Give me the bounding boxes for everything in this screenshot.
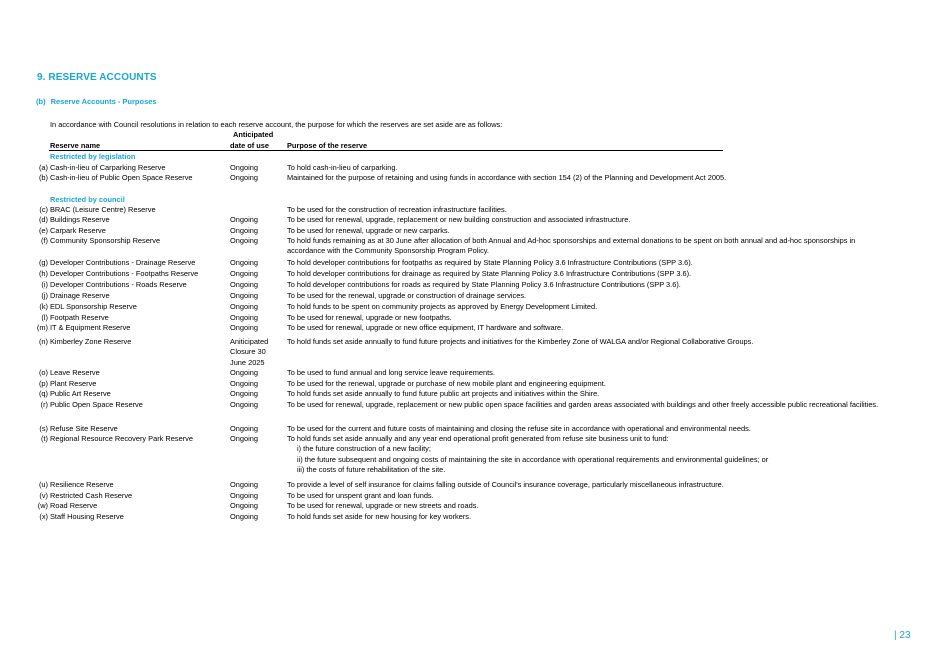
anticipated-date: Ongoing bbox=[230, 434, 258, 443]
reserve-purpose: To be used for renewal, upgrade or new carparks. bbox=[287, 226, 450, 235]
anticipated-date: Ongoing bbox=[230, 226, 258, 235]
reserve-name: Public Open Space Reserve bbox=[50, 400, 143, 409]
header-date-line1: Anticipated bbox=[233, 130, 274, 139]
page-number: | 23 bbox=[894, 630, 911, 641]
row-letter: (p) bbox=[38, 379, 48, 388]
subsection-title: Reserve Accounts - Purposes bbox=[50, 97, 157, 106]
anticipated-date: Ongoing bbox=[230, 215, 258, 224]
reserve-name: Developer Contributions - Footpaths Reserve bbox=[50, 269, 199, 278]
reserve-name: Cash-in-lieu of Public Open Space Reserve bbox=[50, 173, 193, 182]
reserve-name: Regional Resource Recovery Park Reserve bbox=[50, 434, 193, 443]
reserve-name: Plant Reserve bbox=[50, 379, 97, 388]
anticipated-date: Ongoing bbox=[230, 491, 258, 500]
anticipated-date: Ongoing bbox=[230, 424, 258, 433]
reserve-name: Kimberley Zone Reserve bbox=[50, 337, 132, 346]
reserve-name: Developer Contributions - Roads Reserve bbox=[50, 280, 187, 289]
row-letter: (a) bbox=[38, 163, 48, 172]
anticipated-date: Ongoing bbox=[230, 258, 258, 267]
anticipated-date: Ongoing bbox=[230, 501, 258, 510]
reserve-purpose: To hold cash-in-lieu of carparking. bbox=[287, 163, 398, 172]
reserve-name: Carpark Reserve bbox=[50, 226, 106, 235]
anticipated-date: Ongoing bbox=[230, 236, 258, 245]
reserve-purpose: To hold funds set aside annually and any year end operational profit generated from refuse site business unit to fund: bbox=[287, 434, 669, 443]
section-title: 9. RESERVE ACCOUNTS bbox=[37, 72, 157, 83]
anticipated-date: Ongoing bbox=[230, 302, 258, 311]
row-letter: (q) bbox=[38, 389, 48, 398]
group-heading-legislation: Restricted by legislation bbox=[50, 152, 136, 161]
reserve-purpose: To hold funds to be spent on community projects as approved by Energy Development Limited. bbox=[287, 302, 598, 311]
row-letter: (d) bbox=[38, 215, 48, 224]
reserve-name: Footpath Reserve bbox=[50, 313, 109, 322]
row-letter: (j) bbox=[41, 291, 48, 300]
purpose-subitem: iii) the costs of future rehabilitation of the site. bbox=[297, 464, 446, 474]
reserve-name: Community Sponsorship Reserve bbox=[50, 236, 161, 245]
anticipated-date: Ongoing bbox=[230, 269, 258, 278]
reserve-purpose: To hold developer contributions for footpaths as required by State Planning Policy 3.6 Infrastructure Contributions (SPP 3.6). bbox=[287, 258, 693, 267]
reserve-purpose: To be used for unspent grant and loan funds. bbox=[287, 491, 434, 500]
row-letter: (v) bbox=[39, 491, 48, 500]
reserve-name: Refuse Site Reserve bbox=[50, 424, 118, 433]
reserve-purpose: To hold funds set aside annually to fund future public art projects and initiatives within the Shire. bbox=[287, 389, 600, 398]
anticipated-date: Ongoing bbox=[230, 480, 258, 489]
reserve-name: EDL Sponsorship Reserve bbox=[50, 302, 137, 311]
row-letter: (r) bbox=[40, 400, 48, 409]
reserve-purpose: To be used to fund annual and long service leave requirements. bbox=[287, 368, 495, 377]
row-letter: (u) bbox=[38, 480, 48, 489]
reserve-purpose: To be used for renewal, upgrade or new footpaths. bbox=[287, 313, 452, 322]
reserve-name: Leave Reserve bbox=[50, 368, 100, 377]
reserve-name: Developer Contributions - Drainage Reserve bbox=[50, 258, 196, 267]
reserve-purpose: To be used for the renewal, upgrade or purchase of new mobile plant and engineering equipment. bbox=[287, 379, 606, 388]
row-letter: (x) bbox=[39, 512, 48, 521]
reserve-purpose: To hold funds remaining as at 30 June after allocation of both Annual and Ad-hoc sponsorships and external donations to be spent on both annual and ad-hoc sponsorships in accordance with the Community Sponsorship Program Policy. bbox=[287, 236, 856, 256]
reserve-name: BRAC (Leisure Centre) Reserve bbox=[50, 205, 156, 214]
reserve-purpose: Maintained for the purpose of retaining and using funds in accordance with section 154 (2) of the Planning and Development Act 2005. bbox=[287, 173, 727, 182]
row-letter: (e) bbox=[38, 226, 48, 235]
row-letter: (i) bbox=[41, 280, 48, 289]
header-purpose: Purpose of the reserve bbox=[287, 141, 368, 150]
row-letter: (s) bbox=[39, 424, 48, 433]
intro-text: In accordance with Council resolutions in relation to each reserve account, the purpose for which the reserves are set aside are as follows: bbox=[50, 120, 503, 129]
anticipated-date: Ongoing bbox=[230, 173, 258, 182]
reserve-name: Restricted Cash Reserve bbox=[50, 491, 133, 500]
anticipated-date: Ongoing bbox=[230, 323, 258, 332]
row-letter: (f) bbox=[41, 236, 48, 245]
anticipated-date: Ongoing bbox=[230, 379, 258, 388]
anticipated-date: Ongoing bbox=[230, 313, 258, 322]
anticipated-date: Ongoing bbox=[230, 400, 258, 409]
row-letter: (t) bbox=[41, 434, 48, 443]
header-date-line2: date of use bbox=[230, 141, 270, 150]
reserve-purpose: To hold developer contributions for drainage as required by State Planning Policy 3.6 Infrastructure Contributions (SPP 3.6). bbox=[287, 269, 692, 278]
reserve-name: Public Art Reserve bbox=[50, 389, 111, 398]
reserve-purpose: To hold funds set aside for new housing for key workers. bbox=[287, 512, 472, 521]
anticipated-date: Ongoing bbox=[230, 368, 258, 377]
reserve-purpose: To hold developer contributions for roads as required by State Planning Policy 3.6 Infrastructure Contributions (SPP 3.6). bbox=[287, 280, 681, 289]
anticipated-date: Ongoing bbox=[230, 163, 258, 172]
anticipated-date: Ongoing bbox=[230, 512, 258, 521]
row-letter: (w) bbox=[37, 501, 48, 510]
anticipated-date: Ongoing bbox=[230, 291, 258, 300]
reserve-purpose: To be used for renewal, upgrade or new office equipment, IT hardware and software. bbox=[287, 323, 564, 332]
purpose-subitem: ii) the future subsequent and ongoing costs of maintaining the site in accordance with operational requirements and environmental guidelines; or bbox=[297, 454, 769, 464]
row-letter: (n) bbox=[38, 337, 48, 346]
row-letter: (g) bbox=[38, 258, 48, 267]
row-letter: (c) bbox=[39, 205, 48, 214]
reserve-purpose: To be used for the construction of recreation infrastructure facilities. bbox=[287, 205, 507, 214]
anticipated-date: Ongoing bbox=[230, 389, 258, 398]
purpose-subitem: i) the future construction of a new facility; bbox=[297, 444, 431, 454]
reserve-purpose: To provide a level of self insurance for claims falling outside of Council's insurance coverage, particularly miscellaneous infrastructure. bbox=[287, 480, 724, 489]
row-letter: (o) bbox=[38, 368, 48, 377]
reserve-purpose: To be used for renewal, upgrade or new streets and roads. bbox=[287, 501, 479, 510]
reserve-name: Cash-in-lieu of Carparking Reserve bbox=[50, 163, 166, 172]
reserve-purpose: To be used for the renewal, upgrade or construction of drainage services. bbox=[287, 291, 527, 300]
reserve-name: Staff Housing Reserve bbox=[50, 512, 124, 521]
reserve-name: Resilience Reserve bbox=[50, 480, 114, 489]
row-letter: (b) bbox=[38, 173, 48, 182]
anticipated-date: Aniticipated Closure 30 June 2025 bbox=[230, 337, 269, 367]
row-letter: (k) bbox=[39, 302, 48, 311]
reserve-name: Drainage Reserve bbox=[50, 291, 110, 300]
header-reserve-name: Reserve name bbox=[50, 141, 101, 150]
reserve-name: Buildings Reserve bbox=[50, 215, 110, 224]
reserve-purpose: To be used for renewal, upgrade, replacement or new building construction and associated infrastructure. bbox=[287, 215, 631, 224]
row-letter: (m) bbox=[36, 323, 48, 332]
reserve-purpose: To hold funds set aside annually to fund future projects and initiatives for the Kimberley Zone of WALGA and/or Regional Collaborative Groups. bbox=[287, 337, 754, 346]
reserve-name: IT & Equipment Reserve bbox=[50, 323, 131, 332]
row-letter: (h) bbox=[38, 269, 48, 278]
reserve-purpose: To be used for the current and future costs of maintaining and closing the refuse site in accordance with operational and environmental needs. bbox=[287, 424, 751, 433]
reserve-purpose: To be used for renewal, upgrade, replacement or new public open space facilities and garden areas associated with buildings and other freely accessible public recreational facilities. bbox=[287, 400, 879, 409]
group-heading-council: Restricted by council bbox=[50, 195, 125, 204]
anticipated-date: Ongoing bbox=[230, 280, 258, 289]
row-letter: (l) bbox=[41, 313, 48, 322]
subsection-letter: (b) bbox=[36, 97, 46, 106]
reserve-name: Road Reserve bbox=[50, 501, 98, 510]
